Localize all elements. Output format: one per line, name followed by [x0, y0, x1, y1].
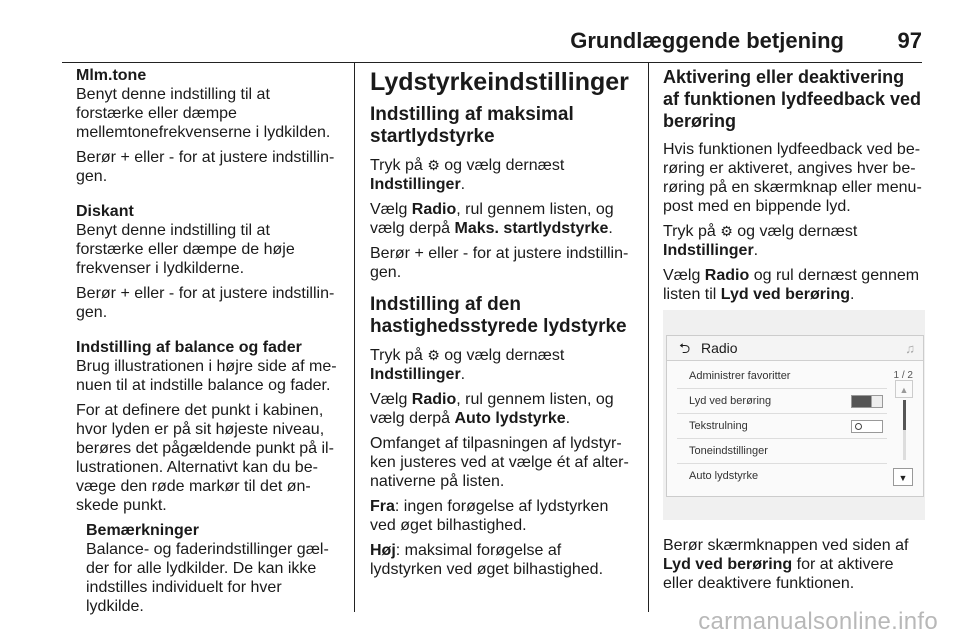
page-title: Grundlæggende betjening — [570, 28, 844, 53]
scrollbar-thumb[interactable] — [903, 400, 906, 430]
chapter-heading: Lydstyrkeindstillinger — [370, 68, 629, 96]
paragraph: Omfanget af tilpasningen af lydstyrken justeres ved at vælge ét af alternativerne på listen. — [370, 435, 629, 490]
gear-icon: ⚙ — [427, 347, 440, 363]
list-item[interactable]: Tekstrulning — [677, 414, 887, 439]
paragraph: Berør skærmknappen ved siden af Lyd ved berøring for at aktivere eller deaktivere funktionen. — [663, 537, 909, 592]
radio-toggle[interactable] — [851, 420, 883, 433]
page-indicator: 1 / 2 — [893, 370, 913, 381]
column-2 — [370, 66, 634, 585]
list-item[interactable]: Lyd ved berøring — [677, 389, 887, 414]
paragraph: Høj: maksimal forøgelse af lydstyrken ved øget bilhastighed. — [370, 542, 604, 578]
paragraph: Berør + eller - for at justere indstillingen. — [76, 149, 335, 185]
section-heading: Indstilling af maksimal startlydstyrke — [370, 104, 574, 147]
gear-icon: ⚙ — [427, 157, 440, 173]
paragraph: Benyt denne indstilling til at forstærke eller dæmpe de høje frekvenser i lydkilderne. — [76, 222, 295, 277]
paragraph: Fra: ingen forøgelse af lydstyrken ved øget bilhastighed. — [370, 498, 609, 534]
list-item[interactable]: Administrer favoritter — [677, 364, 887, 389]
section-heading: Indstilling af den hastighedsstyrede lydstyrke — [370, 294, 627, 337]
note-heading: Bemærkninger — [86, 522, 199, 539]
paragraph: Brug illustrationen i højre side af menuen til at indstille balance og fader. — [76, 358, 337, 394]
paragraph: Vælg Radio, rul gennem listen, og vælg derpå Maks. startlydstyrke. — [370, 201, 614, 237]
paragraph: Berør + eller - for at justere indstillingen. — [370, 245, 629, 281]
scrollbar[interactable] — [903, 400, 906, 460]
list-item[interactable]: Auto lydstyrke — [689, 470, 759, 482]
page-number: 97 — [897, 28, 922, 53]
scroll-up-button[interactable]: ▲ — [895, 380, 913, 398]
paragraph: For at definere det punkt i kabinen, hvor lyden er på sit højeste niveau, berøres det pågældende punkt på illustrationen. Alternativt kan du bevæge den røde markør til det ønskede punkt. — [76, 402, 334, 514]
paragraph: Tryk på ⚙ og vælg dernæst Indstillinger. — [663, 223, 858, 259]
page-header — [62, 28, 922, 63]
note-block — [76, 521, 341, 616]
section-heading: Diskant — [76, 203, 134, 220]
scroll-down-button[interactable]: ▼ — [893, 468, 913, 486]
paragraph: Vælg Radio, rul gennem listen, og vælg derpå Auto lydstyrke. — [370, 391, 614, 427]
paragraph: Benyt denne indstilling til at forstærke eller dæmpe mellemtonefrekvenserne i lydkilden. — [76, 86, 331, 141]
paragraph: Vælg Radio og rul dernæst gennem listen til Lyd ved berøring. — [663, 267, 920, 303]
screenshot-figure — [663, 310, 925, 520]
paragraph: Hvis funktionen lydfeedback ved berøring er aktiveret, angives hver berøring på en skærmknap eller menupost med en bippende lyd. — [663, 141, 922, 215]
watermark: carmanualsonline.info — [698, 608, 938, 635]
gear-icon: ⚙ — [720, 223, 733, 239]
paragraph: Tryk på ⚙ og vælg dernæst Indstillinger. — [370, 157, 565, 193]
section-heading: Mlm.tone — [76, 67, 147, 84]
section-heading: Aktivering eller deaktivering af funktionen lydfeedback ved berøring — [663, 67, 922, 131]
column-3 — [663, 66, 925, 599]
toggle-switch[interactable] — [851, 395, 883, 408]
music-note-icon: ♫ — [905, 341, 915, 356]
paragraph: Berør + eller - for at justere indstillingen. — [76, 285, 335, 321]
note-text: Balance- og faderindstillinger gælder for alle lydkilder. De kan ikke indstilles individuelt for hver lydkilde. — [86, 541, 329, 615]
back-arrow-icon[interactable]: ⮌ — [679, 340, 691, 356]
radio-settings-screen — [666, 335, 924, 497]
column-divider — [648, 62, 649, 612]
column-1 — [76, 66, 341, 622]
list-item[interactable]: Toneindstillinger — [677, 439, 887, 464]
section-heading: Indstilling af balance og fader — [76, 339, 302, 356]
paragraph: Tryk på ⚙ og vælg dernæst Indstillinger. — [370, 347, 565, 383]
screen-titlebar — [667, 336, 923, 361]
screen-title: Radio — [701, 340, 738, 356]
column-divider — [354, 62, 355, 612]
